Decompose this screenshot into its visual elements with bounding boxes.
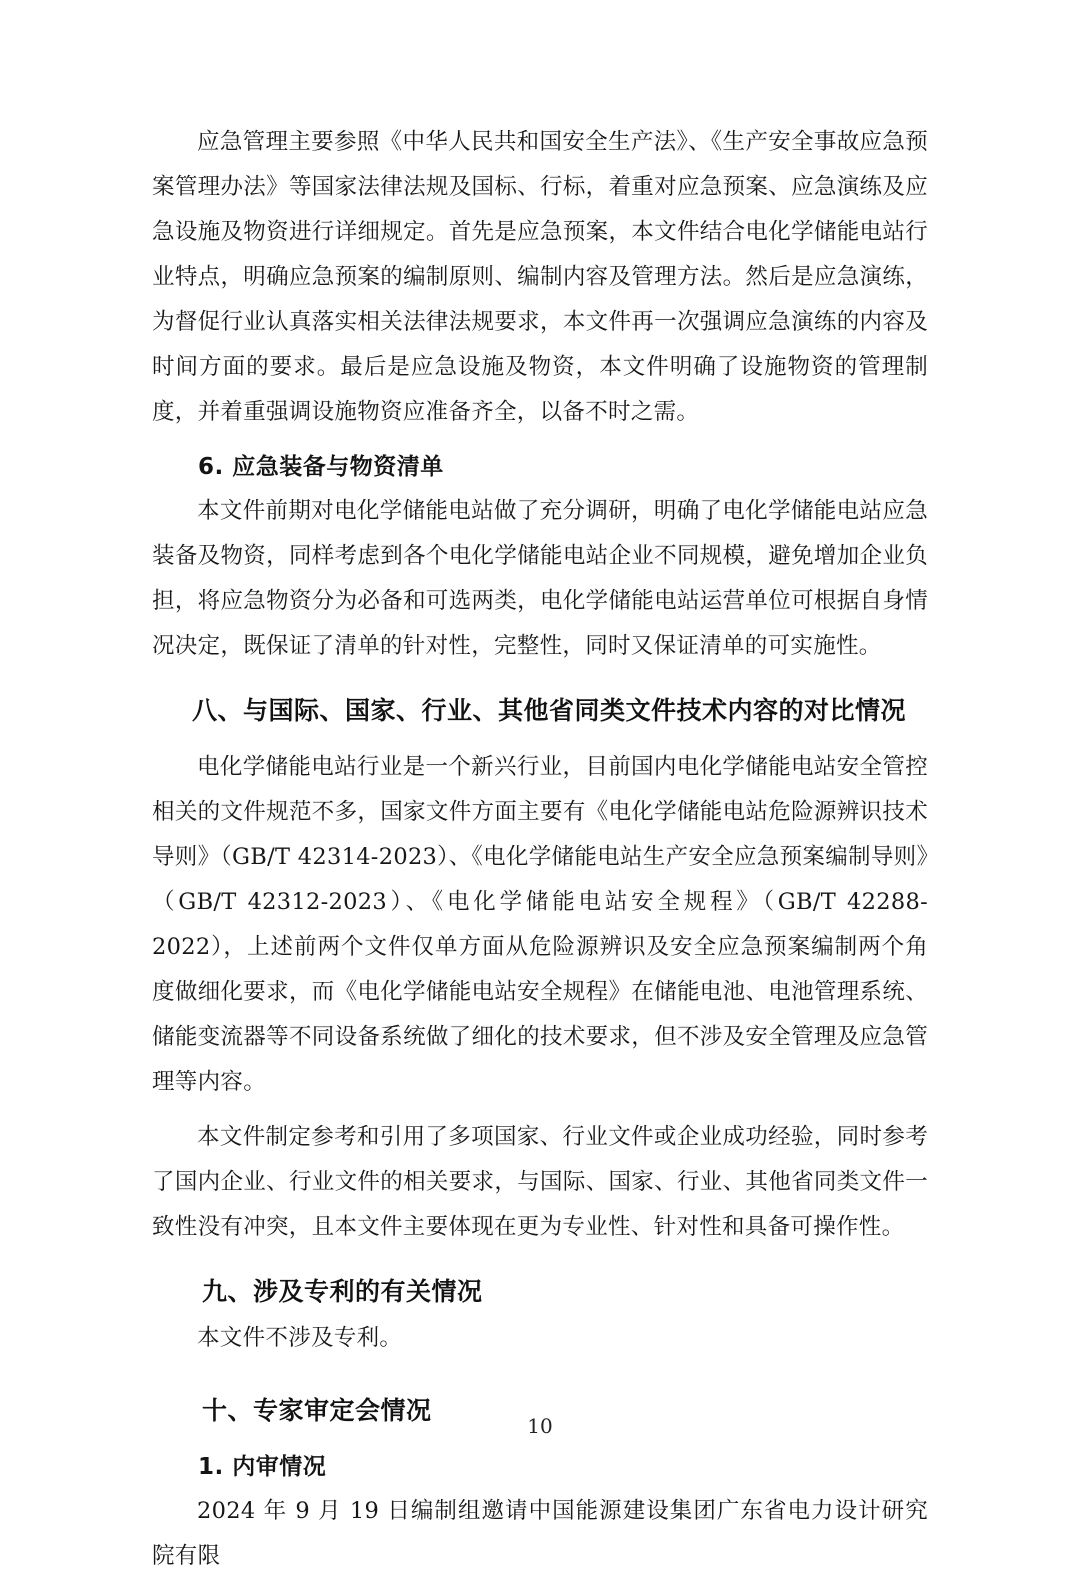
heading-8-comparison: 八、与国际、国家、行业、其他省同类文件技术内容的对比情况 <box>192 696 907 725</box>
paragraph-emergency-management: 应急管理主要参照《中华人民共和国安全生产法》、《生产安全事故应急预案管理办法》等国家法律法规及国标、行标，着重对应急预案、应急演练及应急设施及物资进行详细规定。首先是应急预案，本文件结合电化学储能电站行业特点，明确应急预案的编制原则、编制内容及管理方法。然后是应急演练，为督促行业认真落实相关法律法规要求，本文件再一次强调应急演练的内容及时间方面的要求。最后是应急设施及物资，本文件明确了设施物资的管理制度，并着重强调设施物资应准备齐全，以备不时之需。 <box>152 129 928 425</box>
spacer <box>152 1361 928 1387</box>
page-number: 10 <box>527 1414 553 1438</box>
heading-10-1-internal-review: 1. 内审情况 <box>198 1454 327 1480</box>
paragraph-internal-review-date: 2024 年 9 月 19 日编制组邀请中国能源建设集团广东省电力设计研究院有限 <box>152 1498 928 1569</box>
spacer <box>152 1250 928 1268</box>
paragraph-equipment-survey: 本文件前期对电化学储能电站做了充分调研，明确了电化学储能电站应急装备及物资，同样考虑到各个电化学储能电站企业不同规模，避免增加企业负担，将应急物资分为必备和可选两类，电化学储能电站运营单位可根据自身情况决定，既保证了清单的针对性，完整性，同时又保证清单的可实施性。 <box>152 498 928 659</box>
spacer <box>152 1105 928 1115</box>
heading-10-expert-review: 十、专家审定会情况 <box>202 1396 432 1425</box>
spacer <box>152 669 928 687</box>
heading-9-patents: 九、涉及专利的有关情况 <box>202 1277 483 1306</box>
spacer <box>152 735 928 745</box>
paragraph-no-patents: 本文件不涉及专利。 <box>197 1325 403 1351</box>
paragraph-reference-consistency: 本文件制定参考和引用了多项国家、行业文件或企业成功经验，同时参考了国内企业、行业文件的相关要求，与国际、国家、行业、其他省同类文件一致性没有冲突，且本文件主要体现在更为专业性、针对性和具备可操作性。 <box>152 1124 928 1240</box>
spacer <box>152 435 928 445</box>
heading-6-emergency-equipment: 6. 应急装备与物资清单 <box>198 454 444 480</box>
paragraph-industry-standards: 电化学储能电站行业是一个新兴行业，目前国内电化学储能电站安全管控相关的文件规范不多，国家文件方面主要有《电化学储能电站危险源辨识技术导则》（GB/T 42314-2023）、《电化学储能电站生产安全应急预案编制导则》（GB/T 42312-2023）、《电化学储能电站安全规程》（GB/T 42288-2022），上述前两个文件仅单方面从危险源辨识及安全应急预案编制两个角度做细化要求，而《电化学储能电站安全规程》在储能电池、电池管理系统、储能变流器等不同设备系统做了细化的技术要求，但不涉及安全管理及应急管理等内容。 <box>152 754 928 1095</box>
page-content <box>152 120 928 1579</box>
